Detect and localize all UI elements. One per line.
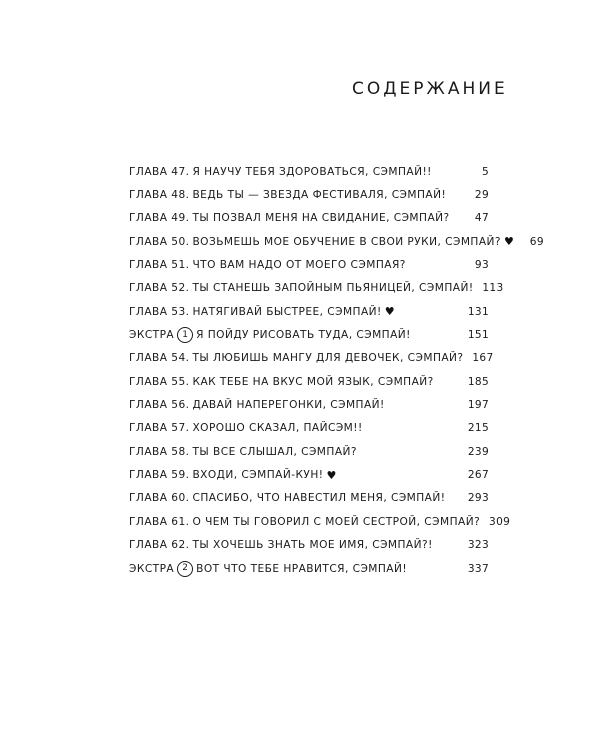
chapter-prefix: ГЛАВА 48. [129,189,190,202]
toc-row [129,253,489,276]
chapter-prefix: ЭКСТРА [129,329,175,342]
page-title: СОДЕРЖАНИЕ [352,79,508,99]
page-number: 337 [467,562,489,575]
chapter-title: ВОТ ЧТО ТЕБЕ НРАВИТСЯ, СЭМПАЙ! [196,562,408,575]
page-number: 151 [467,329,489,342]
page-number: 131 [467,305,489,318]
heart-icon: ♥ [326,468,337,482]
chapter-title: ТЫ ВСЕ СЛЫШАЛ, СЭМПАЙ? [192,445,357,458]
page-number: 5 [481,165,489,178]
toc-row [129,230,544,253]
toc-row [129,510,511,533]
chapter-prefix: ГЛАВА 62. [129,539,190,552]
chapter-prefix: ЭКСТРА [129,562,175,575]
toc-entry [129,306,395,318]
chapter-title: ТЫ СТАНЕШЬ ЗАПОЙНЫМ ПЬЯНИЦЕЙ, СЭМПАЙ! [192,282,474,295]
toc-row [129,463,489,486]
toc-row [129,393,489,416]
chapter-title: СПАСИБО, ЧТО НАВЕСТИЛ МЕНЯ, СЭМПАЙ! [192,492,446,505]
toc-entry [129,492,445,504]
toc-entry [129,259,406,271]
chapter-prefix: ГЛАВА 49. [129,212,190,225]
chapter-prefix: ГЛАВА 56. [129,399,190,412]
chapter-prefix: ГЛАВА 50. [129,235,190,248]
toc-entry [129,376,434,388]
toc-row [129,370,489,393]
page-number: 47 [474,212,489,225]
page-number: 323 [467,539,489,552]
page-number: 267 [467,469,489,482]
toc-entry [129,352,464,364]
chapter-prefix: ГЛАВА 57. [129,422,190,435]
page-number: 197 [467,399,489,412]
toc-row [129,160,489,183]
toc-entry [129,516,480,528]
chapter-title: О ЧЕМ ТЫ ГОВОРИЛ С МОЕЙ СЕСТРОЙ, СЭМПАЙ? [192,515,481,528]
toc-entry [129,189,446,201]
chapter-title: ВХОДИ, СЭМПАЙ-КУН! [192,469,324,482]
toc-entry [129,561,407,577]
toc-row [129,207,489,230]
toc-entry [129,422,363,434]
chapter-title: Я НАУЧУ ТЕБЯ ЗДОРОВАТЬСЯ, СЭМПАЙ!! [192,165,432,178]
chapter-title: ДАВАЙ НАПЕРЕГОНКИ, СЭМПАЙ! [192,399,385,412]
page-number: 93 [474,259,489,272]
heart-icon: ♥ [504,235,514,249]
toc-entry [129,282,474,294]
toc-row [129,277,504,300]
toc-entry [129,539,433,551]
page-number: 215 [467,422,489,435]
chapter-prefix: ГЛАВА 53. [129,305,190,318]
toc-entry [129,166,432,178]
chapter-title: НАТЯГИВАЙ БЫСТРЕЕ, СЭМПАЙ! [192,305,382,318]
chapter-title: Я ПОЙДУ РИСОВАТЬ ТУДА, СЭМПАЙ! [196,329,411,342]
toc-row [129,557,489,580]
toc-row [129,417,489,440]
toc-entry [129,236,514,248]
toc-row [129,323,489,346]
chapter-title: ТЫ ЛЮБИШЬ МАНГУ ДЛЯ ДЕВОЧЕК, СЭМПАЙ? [192,352,464,365]
toc-entry [129,327,411,343]
table-of-contents [129,160,544,580]
page-number: 69 [529,235,544,248]
toc-row [129,440,489,463]
toc-row [129,487,489,510]
page-number: 167 [472,352,494,365]
toc-row [129,300,489,323]
page-number: 309 [489,515,511,528]
toc-row [129,183,489,206]
chapter-prefix: ГЛАВА 59. [129,469,190,482]
chapter-prefix: ГЛАВА 47. [129,165,190,178]
page-number: 29 [474,189,489,202]
chapter-title: ВЕДЬ ТЫ — ЗВЕЗДА ФЕСТИВАЛЯ, СЭМПАЙ! [192,189,447,202]
chapter-prefix: ГЛАВА 55. [129,375,190,388]
extra-number-badge: 2 [177,561,193,577]
chapter-title: ТЫ ХОЧЕШЬ ЗНАТЬ МОЕ ИМЯ, СЭМПАЙ?! [192,539,433,552]
toc-entry [129,446,357,458]
chapter-title: КАК ТЕБЕ НА ВКУС МОЙ ЯЗЫК, СЭМПАЙ? [192,375,434,388]
toc-entry [129,399,385,411]
chapter-title: ВОЗЬМЕШЬ МОЕ ОБУЧЕНИЕ В СВОИ РУКИ, СЭМПАЙ? [192,235,501,248]
toc-row [129,347,494,370]
page-number: 239 [467,445,489,458]
chapter-title: ХОРОШО СКАЗАЛ, ПАЙСЭМ!! [192,422,363,435]
extra-number-badge: 1 [177,327,193,343]
chapter-title: ЧТО ВАМ НАДО ОТ МОЕГО СЭМПАЯ? [192,259,406,272]
chapter-prefix: ГЛАВА 51. [129,259,190,272]
chapter-prefix: ГЛАВА 60. [129,492,190,505]
toc-row [129,534,489,557]
chapter-prefix: ГЛАВА 58. [129,445,190,458]
heart-icon: ♥ [384,305,395,319]
toc-entry [129,212,450,224]
page-number: 185 [467,375,489,388]
chapter-title: ТЫ ПОЗВАЛ МЕНЯ НА СВИДАНИЕ, СЭМПАЙ? [192,212,450,225]
chapter-prefix: ГЛАВА 54. [129,352,190,365]
toc-entry [129,469,336,481]
page-number: 113 [482,282,504,295]
page-number: 293 [467,492,489,505]
chapter-prefix: ГЛАВА 52. [129,282,190,295]
chapter-prefix: ГЛАВА 61. [129,515,190,528]
